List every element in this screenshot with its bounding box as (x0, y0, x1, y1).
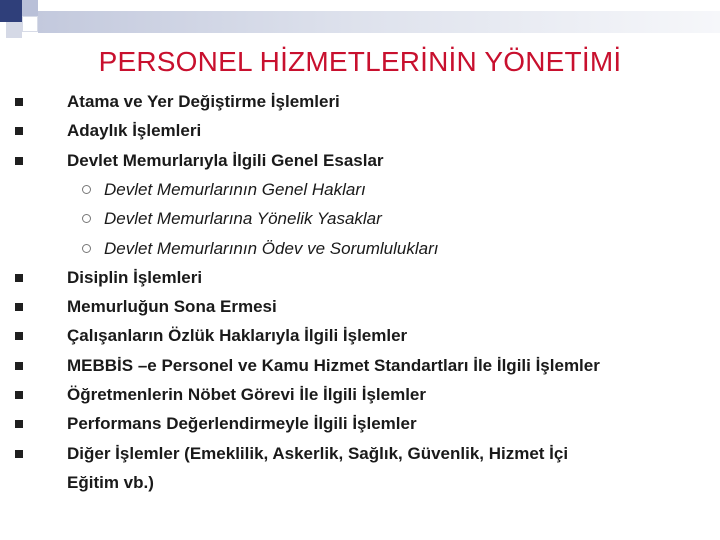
list-item-text: Devlet Memurlarına Yönelik Yasaklar (104, 209, 382, 229)
square-bullet-icon (15, 420, 23, 428)
list-item-text: Çalışanların Özlük Haklarıyla İlgili İşlemler (67, 326, 408, 346)
list-item-text: Diğer İşlemler (Emeklilik, Askerlik, Sağlık, Güvenlik, Hizmet İçi (67, 443, 569, 463)
list-item-text: Adaylık İşlemleri (67, 121, 202, 141)
header-band (38, 11, 720, 33)
decor-square-light (22, 0, 38, 16)
square-bullet-icon (15, 157, 23, 165)
circle-bullet-icon (82, 244, 91, 253)
circle-bullet-icon (82, 214, 91, 223)
list-item-text: Memurluğun Sona Ermesi (67, 297, 277, 317)
circle-bullet-icon (82, 185, 91, 194)
square-bullet-icon (15, 303, 23, 311)
decor-square-mid (6, 22, 22, 38)
square-bullet-icon (15, 450, 23, 458)
square-bullet-icon (15, 362, 23, 370)
list-item-text: Disiplin İşlemleri (67, 267, 203, 287)
list-item-text: MEBBİS –e Personel ve Kamu Hizmet Standartları İle İlgili İşlemler (67, 355, 600, 375)
list-item-text: Devlet Memurlarıyla İlgili Genel Esaslar (67, 150, 384, 170)
decor-square-dark (0, 0, 22, 22)
page-title: PERSONEL HİZMETLERİNİN YÖNETİMİ (98, 46, 622, 77)
square-bullet-icon (15, 391, 23, 399)
list-item-text: Devlet Memurlarının Genel Hakları (104, 179, 366, 199)
square-bullet-icon (15, 127, 23, 135)
list-item-text: Öğretmenlerin Nöbet Görevi İle İlgili İşlemler (67, 385, 426, 404)
list-item-text: Performans Değerlendirmeyle İlgili İşlemler (67, 414, 417, 434)
square-bullet-icon (15, 332, 23, 340)
decor-square-white (22, 16, 38, 32)
list-item-text: Eğitim vb.) (67, 472, 154, 492)
square-bullet-icon (15, 98, 23, 106)
list-item-text: Devlet Memurlarının Ödev ve Sorumlulukları (104, 238, 439, 258)
square-bullet-icon (15, 274, 23, 282)
list-item-text: Atama ve Yer Değiştirme İşlemleri (67, 92, 340, 111)
